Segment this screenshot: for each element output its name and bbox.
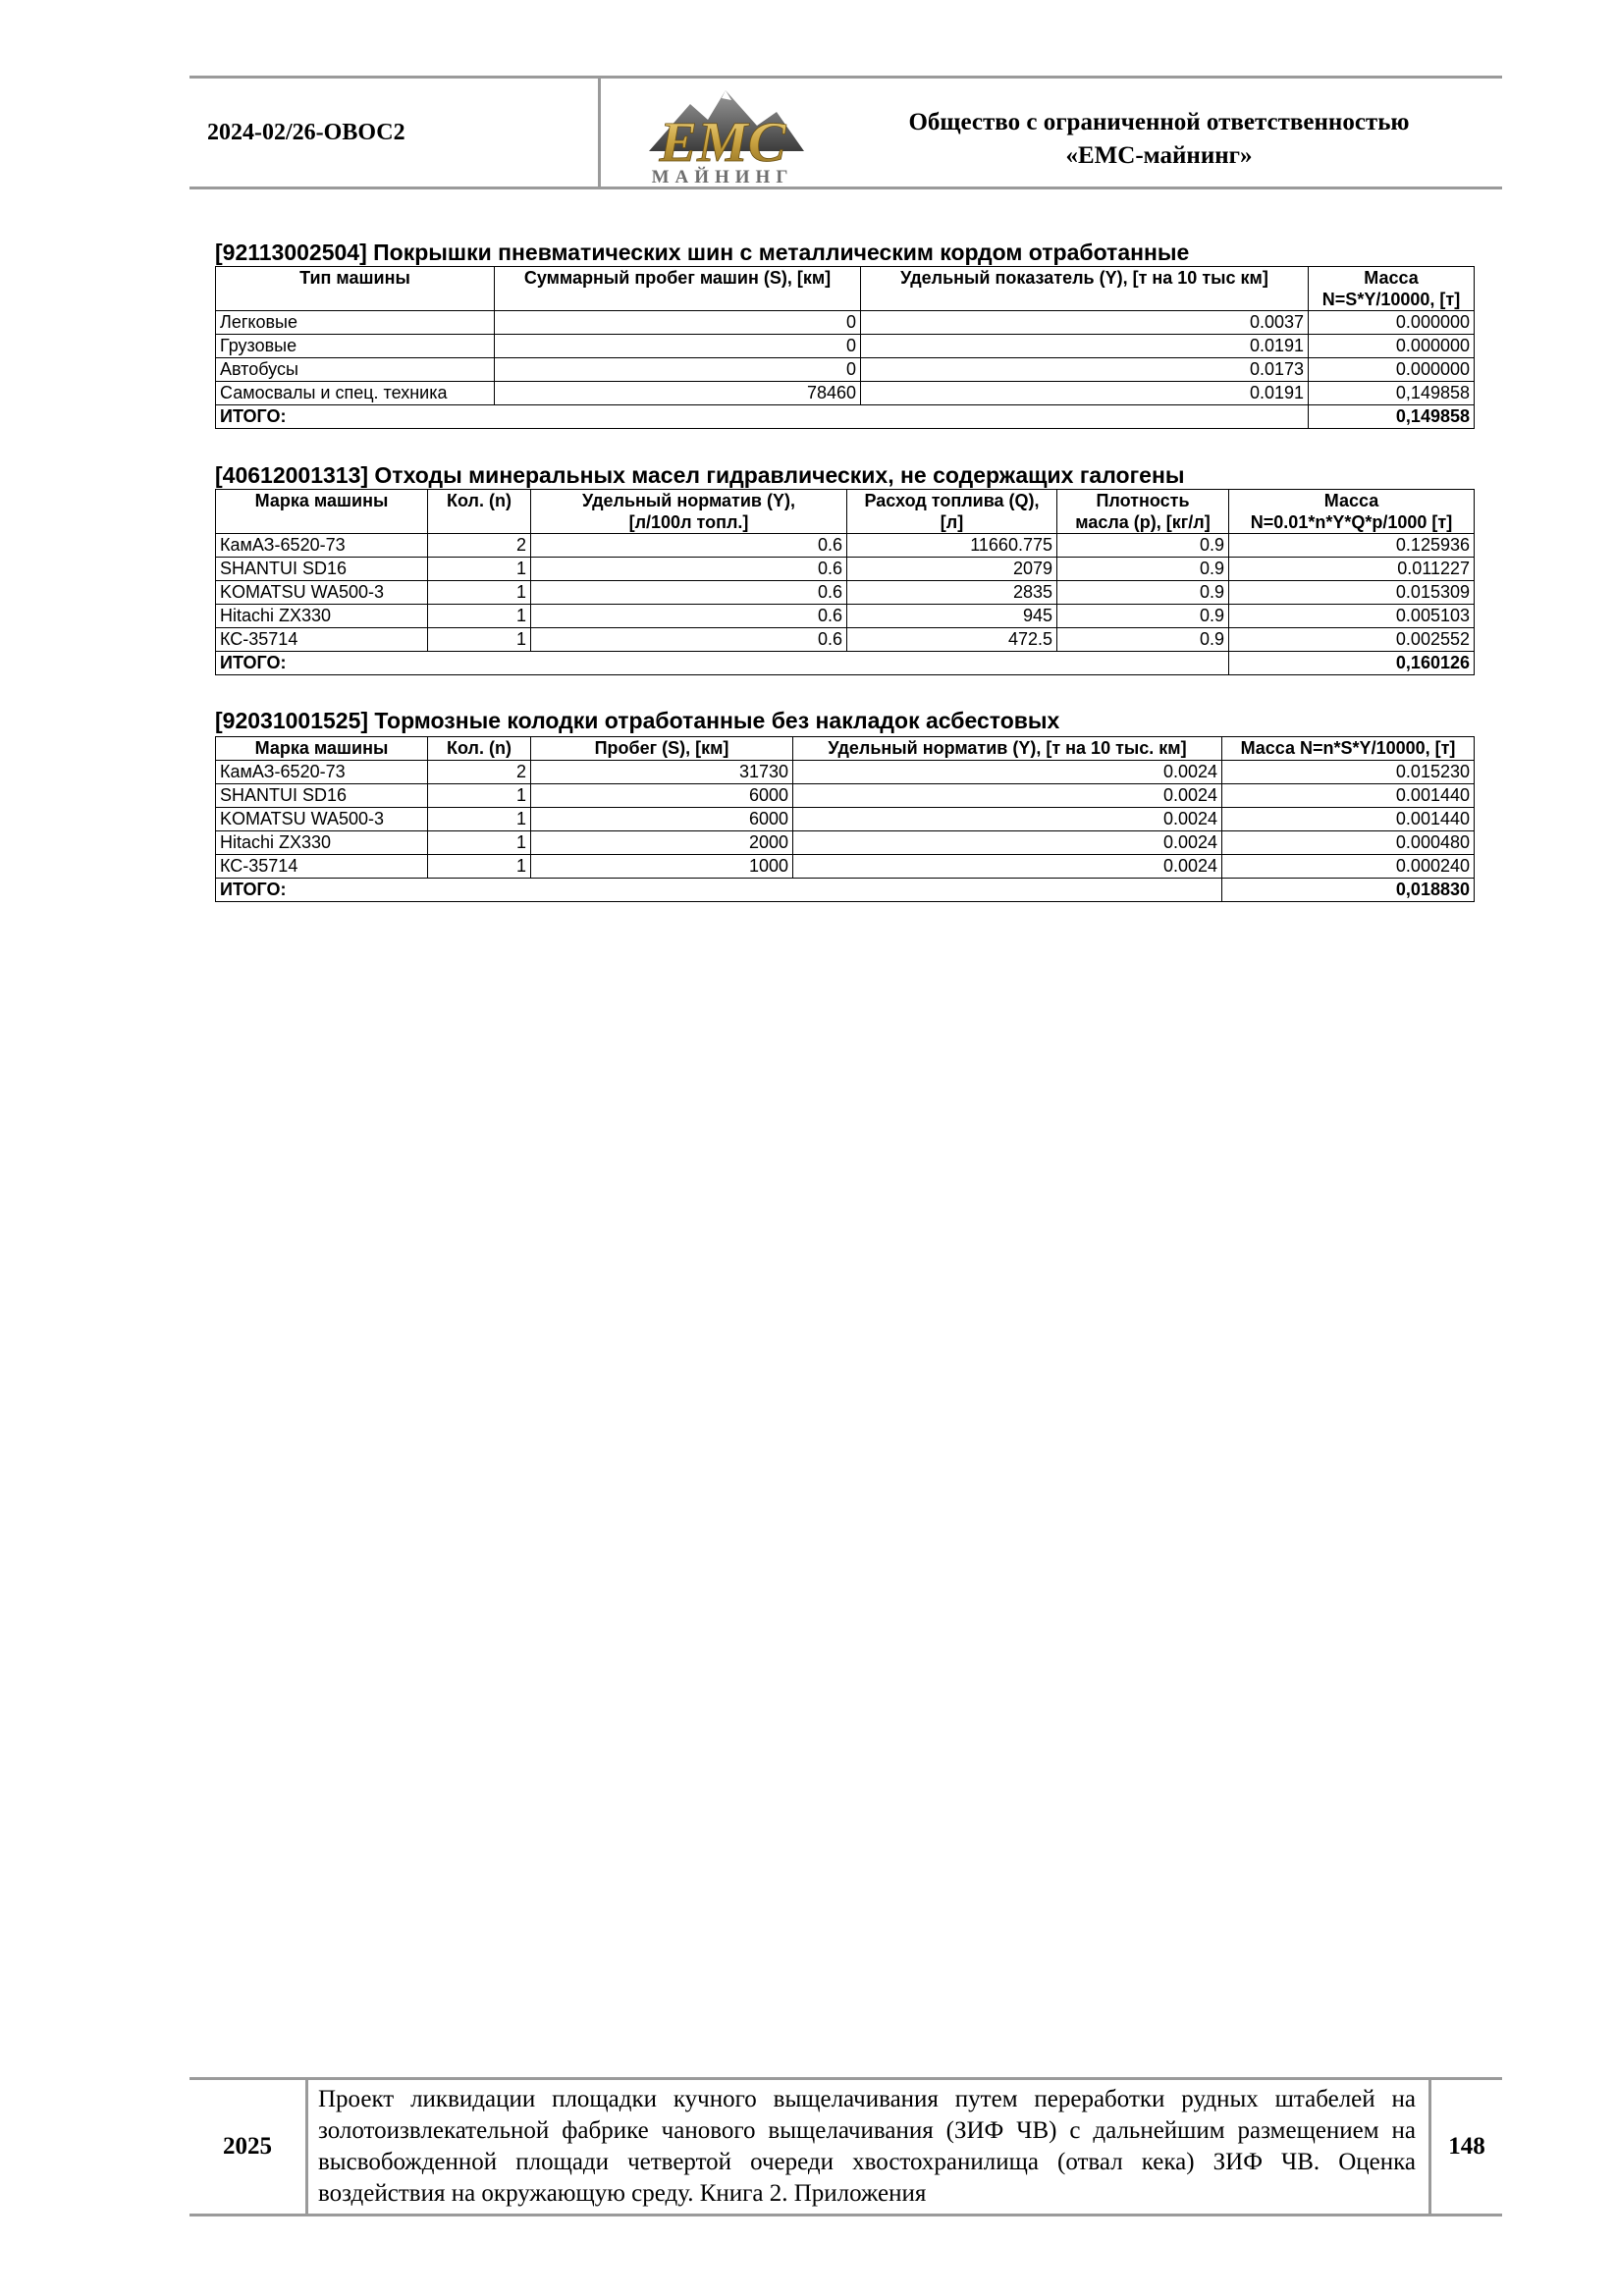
- cell: 0.9: [1057, 534, 1229, 558]
- cell: Легковые: [216, 311, 495, 335]
- table2-title: [40612001313] Отходы минеральных масел гидравлических, не содержащих галогены: [215, 462, 1185, 488]
- total-label: ИТОГО:: [216, 405, 1309, 429]
- table-row: [216, 335, 1475, 358]
- col-header: Расход топлива (Q), [л]: [847, 490, 1057, 534]
- cell: 0.015309: [1229, 581, 1475, 605]
- cell: 0.0191: [861, 335, 1309, 358]
- cell: 945: [847, 605, 1057, 628]
- cell: 1000: [531, 855, 793, 879]
- table-row: [216, 358, 1475, 382]
- cell: 0.0024: [793, 831, 1222, 855]
- total-label: ИТОГО:: [216, 879, 1222, 902]
- company-line-2: «ЕМС-майнинг»: [1065, 142, 1253, 169]
- company-line-1: Общество с ограниченной ответственностью: [908, 109, 1410, 135]
- cell: Самосвалы и спец. техника: [216, 382, 495, 405]
- table-header-row: [216, 490, 1475, 534]
- cell: Автобусы: [216, 358, 495, 382]
- total-value: 0,018830: [1222, 879, 1475, 902]
- table3-title: [92031001525] Тормозные колодки отработанные без накладок асбестовых: [215, 708, 1060, 733]
- col-header: Масса N=S*Y/10000, [т]: [1309, 267, 1475, 311]
- cell: КамАЗ-6520-73: [216, 761, 428, 784]
- cell: 0.0024: [793, 808, 1222, 831]
- footer-divider: [305, 2080, 308, 2214]
- table-row: [216, 831, 1475, 855]
- total-label: ИТОГО:: [216, 652, 1229, 675]
- cell: 6000: [531, 784, 793, 808]
- table1-title: [92113002504] Покрышки пневматических шин с металлическим кордом отработанные: [215, 240, 1190, 265]
- table-row: [216, 784, 1475, 808]
- cell: 0.9: [1057, 581, 1229, 605]
- cell: 0.0173: [861, 358, 1309, 382]
- cell: 0.6: [531, 605, 847, 628]
- cell: Грузовые: [216, 335, 495, 358]
- cell: 0.015230: [1222, 761, 1475, 784]
- hydraulic-oil-table: [215, 489, 1475, 675]
- cell: 0.0024: [793, 784, 1222, 808]
- cell: 1: [428, 784, 531, 808]
- cell: 0.011227: [1229, 558, 1475, 581]
- table-row: [216, 761, 1475, 784]
- col-header: Пробег (S), [км]: [531, 737, 793, 761]
- col-header: Кол. (n): [428, 737, 531, 761]
- cell: 0.6: [531, 534, 847, 558]
- cell: 0.000000: [1309, 358, 1475, 382]
- table-row: [216, 311, 1475, 335]
- cell: 0: [495, 311, 861, 335]
- cell: 0.000480: [1222, 831, 1475, 855]
- cell: КС-35714: [216, 628, 428, 652]
- cell: 1: [428, 808, 531, 831]
- cell: 0.125936: [1229, 534, 1475, 558]
- cell: SHANTUI SD16: [216, 558, 428, 581]
- cell: Hitachi ZX330: [216, 605, 428, 628]
- cell: 0.0037: [861, 311, 1309, 335]
- cell: 1: [428, 855, 531, 879]
- table-row: [216, 534, 1475, 558]
- cell: 0.0024: [793, 855, 1222, 879]
- table-row: [216, 605, 1475, 628]
- cell: 0.0191: [861, 382, 1309, 405]
- cell: KOMATSU WA500-3: [216, 808, 428, 831]
- cell: 0: [495, 358, 861, 382]
- cell: 2: [428, 534, 531, 558]
- cell: 0.000000: [1309, 311, 1475, 335]
- table-row: [216, 558, 1475, 581]
- cell: 0.6: [531, 628, 847, 652]
- table-row: [216, 581, 1475, 605]
- table-header-row: [216, 267, 1475, 311]
- cell: 1: [428, 831, 531, 855]
- cell: 0.0024: [793, 761, 1222, 784]
- cell: SHANTUI SD16: [216, 784, 428, 808]
- page-footer: [189, 2077, 1502, 2216]
- col-header: Удельный норматив (Y), [л/100л топл.]: [531, 490, 847, 534]
- cell: 1: [428, 605, 531, 628]
- footer-description: Проект ликвидации площадки кучного выщелачивания путем переработки рудных штабелей на золотоизвлекательной фабрике чанового выщелачивания (ЗИФ ЧВ) с дальнейшим размещением на высвобожденной площади четвертой очереди хвостохранилища (отвал кека) ЗИФ ЧВ. Оценка воздействия на окружающую среду. Книга 2. Приложения: [318, 2086, 1416, 2207]
- cell: 11660.775: [847, 534, 1057, 558]
- tires-table: [215, 266, 1475, 429]
- col-header: Удельный норматив (Y), [т на 10 тыс. км]: [793, 737, 1222, 761]
- cell: 6000: [531, 808, 793, 831]
- total-value: 0,160126: [1229, 652, 1475, 675]
- cell: KOMATSU WA500-3: [216, 581, 428, 605]
- cell: 0.001440: [1222, 808, 1475, 831]
- cell: 0.6: [531, 558, 847, 581]
- col-header: Плотность масла (p), [кг/л]: [1057, 490, 1229, 534]
- cell: 0.9: [1057, 558, 1229, 581]
- cell: 1: [428, 581, 531, 605]
- cell: 0.001440: [1222, 784, 1475, 808]
- col-header: Марка машины: [216, 737, 428, 761]
- cell: Hitachi ZX330: [216, 831, 428, 855]
- col-header: Масса N=0.01*n*Y*Q*p/1000 [т]: [1229, 490, 1475, 534]
- total-value: 0,149858: [1309, 405, 1475, 429]
- document-id: 2024-02/26-ОВОС2: [207, 120, 405, 145]
- table-row: [216, 382, 1475, 405]
- logo-letters: ЕМС: [659, 110, 786, 174]
- total-row: [216, 405, 1475, 429]
- table-row: [216, 855, 1475, 879]
- cell: 2835: [847, 581, 1057, 605]
- footer-year: 2025: [223, 2133, 272, 2160]
- col-header: Суммарный пробег машин (S), [км]: [495, 267, 861, 311]
- cell: 1: [428, 628, 531, 652]
- table-header-row: [216, 737, 1475, 761]
- cell: 0,149858: [1309, 382, 1475, 405]
- cell: 0: [495, 335, 861, 358]
- cell: 1: [428, 558, 531, 581]
- brake-pads-table: [215, 736, 1475, 902]
- logo-subtext: МАЙНИНГ: [651, 167, 794, 187]
- cell: 0.9: [1057, 605, 1229, 628]
- cell: 2000: [531, 831, 793, 855]
- total-row: [216, 879, 1475, 902]
- cell: КС-35714: [216, 855, 428, 879]
- col-header: Кол. (n): [428, 490, 531, 534]
- col-header: Удельный показатель (Y), [т на 10 тыс км]: [861, 267, 1309, 311]
- cell: 2: [428, 761, 531, 784]
- company-name: [818, 106, 1500, 173]
- cell: 78460: [495, 382, 861, 405]
- cell: 0.9: [1057, 628, 1229, 652]
- cell: 472.5: [847, 628, 1057, 652]
- table-row: [216, 628, 1475, 652]
- page-header: [189, 76, 1502, 189]
- cell: 31730: [531, 761, 793, 784]
- total-row: [216, 652, 1475, 675]
- cell: 0.6: [531, 581, 847, 605]
- page-number: 148: [1448, 2133, 1485, 2160]
- cell: 0.000000: [1309, 335, 1475, 358]
- col-header: Тип машины: [216, 267, 495, 311]
- cell: КамАЗ-6520-73: [216, 534, 428, 558]
- cell: 2079: [847, 558, 1057, 581]
- company-logo: [629, 82, 816, 187]
- cell: 0.000240: [1222, 855, 1475, 879]
- cell: 0.002552: [1229, 628, 1475, 652]
- cell: 0.005103: [1229, 605, 1475, 628]
- header-divider: [598, 79, 601, 187]
- table-row: [216, 808, 1475, 831]
- col-header: Марка машины: [216, 490, 428, 534]
- col-header: Масса N=n*S*Y/10000, [т]: [1222, 737, 1475, 761]
